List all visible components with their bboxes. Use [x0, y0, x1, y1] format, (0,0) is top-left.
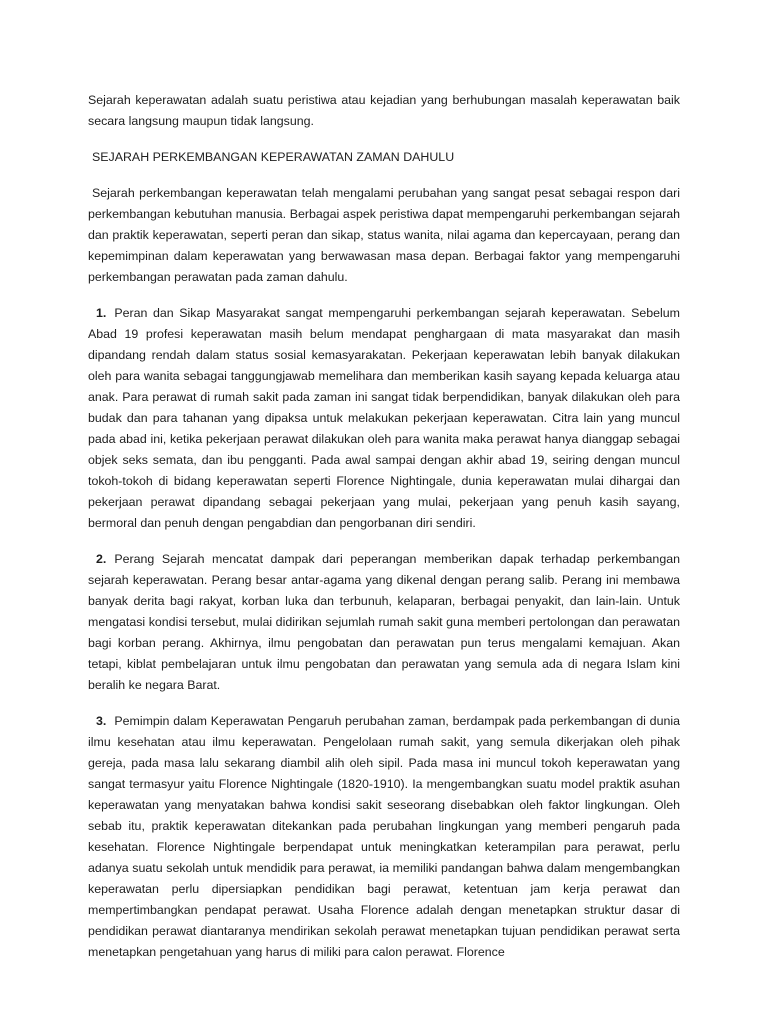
- list-text: sangat mempengaruhi perkembangan sejarah keperawatan. Sebelum Abad 19 profesi keperawatan masih belum mendapat penghargaan di mata masyarakat dan masih dipandang rendah dalam status sosial kemasyarakatan. Pekerjaan keperawatan lebih banyak dilakukan oleh para wanita sebagai tanggungjawab memelihara dan memberikan kasih sayang kepada keluarga atau anak. Para perawat di rumah sakit pada zaman ini sangat tidak berpendidikan, banyak dilakukan oleh para budak dan para tahanan yang dipaksa untuk melakukan pekerjaan keperawatan. Citra lain yang muncul pada abad ini, ketika pekerjaan perawat dilakukan oleh para wanita maka perawat hanya dianggap sebagai objek seks semata, dan ibu pengganti. Pada awal sampai dengan akhir abad 19, seiring dengan muncul tokoh-tokoh di bidang keperawatan seperti Florence Nightingale, dunia keperawatan mulai dihargai dan pekerjaan perawat dipandang sebagai pekerjaan yang mulai, pekerjaan yang penuh kasih sayang, bermoral dan penuh dengan pengabdian dan pengorbanan diri sendiri.: [88, 306, 681, 530]
- intro-paragraph: Sejarah keperawatan adalah suatu peristiwa atau kejadian yang berhubungan masalah keperawatan baik secara langsung maupun tidak langsung.: [88, 93, 680, 128]
- list-lead: Pemimpin dalam Keperawatan: [114, 714, 284, 728]
- list-item-1: [88, 303, 680, 534]
- list-text: Sejarah mencatat dampak dari peperangan memberikan dapak terhadap perkembangan sejarah keperawatan. Perang besar antar-agama yang dikenal dengan perang salib. Perang ini membawa banyak derita bagi rakyat, korban luka dan terbunuh, kelaparan, berbagai penyakit, dan lain-lain. Untuk mengatasi kondisi tersebut, mulai didirikan sejumlah rumah sakit guna memberi pertolongan dan perawatan bagi korban perang. Akhirnya, ilmu pengobatan dan perawatan pun terus mengalami kemajuan. Akan tetapi, kiblat pembelajaran untuk ilmu pengobatan dan perawatan yang semula ada di negara Islam kini beralih ke negara Barat.: [88, 552, 680, 692]
- list-text: Pengaruh perubahan zaman, berdampak pada perkembangan di dunia ilmu kesehatan atau ilmu keperawatan. Pengelolaan rumah sakit, yang semula dikerjakan oleh pihak gereja, pada masa lalu sekarang diambil alih oleh sipil. Pada masa ini muncul tokoh keperawatan yang sangat termasyur yaitu Florence Nightingale (1820-1910). Ia mengembangkan suatu model praktik asuhan keperawatan yang menyatakan bahwa kondisi sakit seseorang disebabkan oleh faktor lingkungan. Oleh sebab itu, praktik keperawatan ditekankan pada perubahan lingkungan yang memberi pengaruh pada kesehatan. Florence Nightingale berpendapat untuk meningkatkan keterampilan para perawat, perlu adanya suatu sekolah untuk mendidik para perawat, ia memiliki pandangan bahwa dalam mengembangkan keperawatan perlu dipersiapkan pendidikan bagi perawat, ketentuan jam kerja perawat dan mempertimbangkan pendapat perawat. Usaha Florence adalah dengan menetapkan struktur dasar di pendidikan perawat diantaranya mendirikan sekolah perawat menetapkan tujuan pendidikan perawat serta menetapkan pengetahuan yang harus di miliki para calon perawat. Florence: [88, 714, 680, 959]
- list-item-2: [88, 549, 680, 696]
- list-number: 3.: [96, 714, 107, 728]
- list-item-3: [88, 711, 680, 963]
- body-paragraph: Sejarah perkembangan keperawatan telah mengalami perubahan yang sangat pesat sebagai respon dari perkembangan kebutuhan manusia. Berbagai aspek peristiwa dapat mempengaruhi perkembangan sejarah dan praktik keperawatan, seperti peran dan sikap, status wanita, nilai agama dan kepercayaan, perang dan kepemimpinan dalam keperawatan yang berwawasan masa depan. Berbagai faktor yang mempengaruhi perkembangan perawatan pada zaman dahulu.: [88, 186, 680, 284]
- list-lead: Perang: [114, 552, 155, 566]
- list-number: 2.: [96, 552, 107, 566]
- list-number: 1.: [96, 306, 107, 320]
- document-page: [88, 90, 680, 978]
- section-heading: SEJARAH PERKEMBANGAN KEPERAWATAN ZAMAN DAHULU: [92, 150, 455, 164]
- list-lead: Peran dan Sikap Masyarakat: [114, 306, 280, 320]
